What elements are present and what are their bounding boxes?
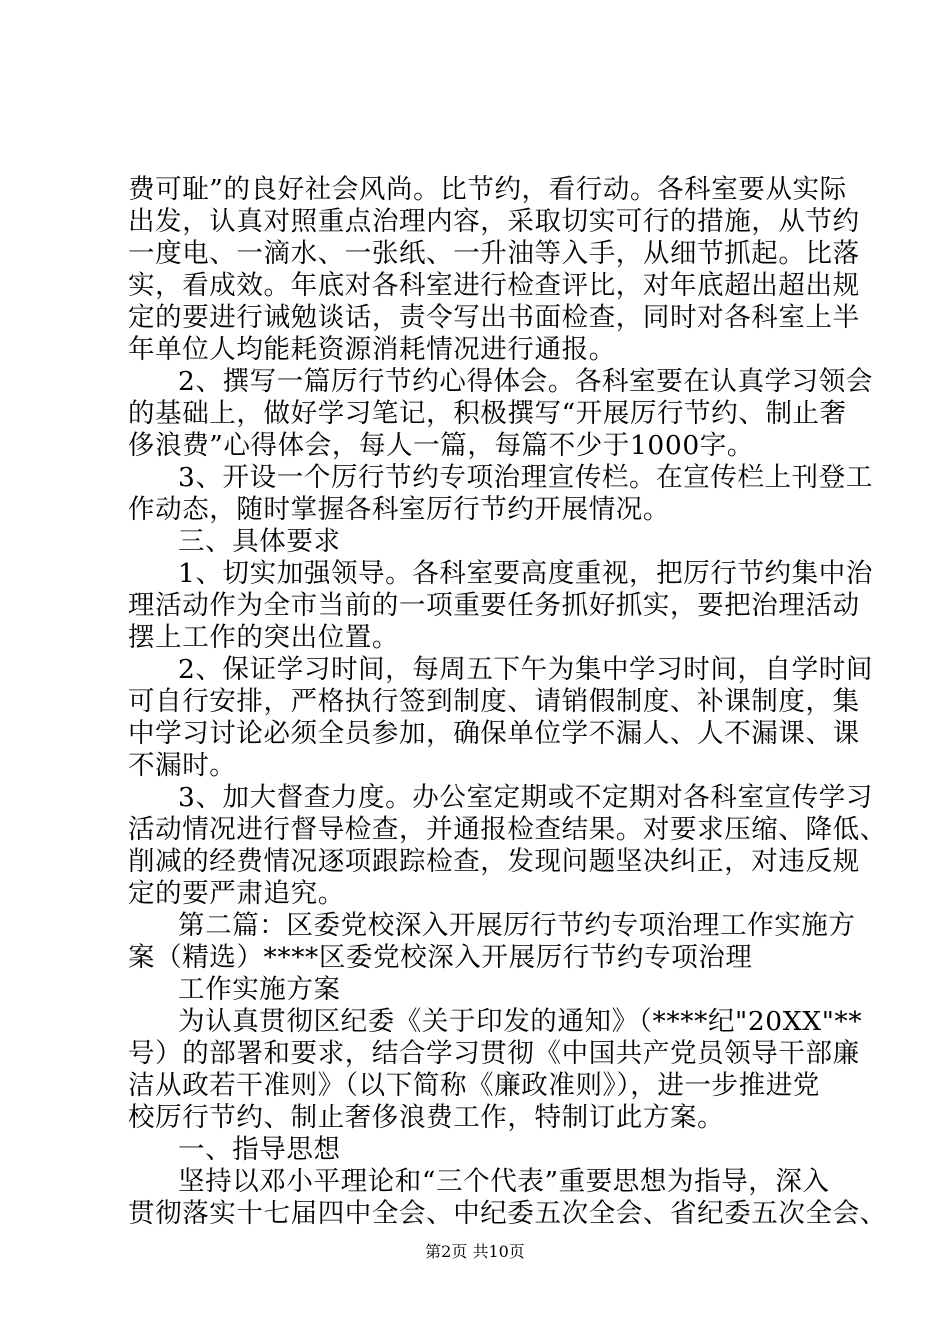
chapter-title: 第二篇：区委党校深入开展厉行节约专项治理工作实施方 bbox=[178, 910, 856, 941]
text-line: 费可耻”的良好社会风尚。比节约，看行动。各科室要从实际 bbox=[128, 174, 847, 205]
text-line: 出发，认真对照重点治理内容，采取切实可行的措施，从节约 bbox=[128, 206, 860, 237]
text-line: 2、撰写一篇厉行节约心得体会。各科室要在认真学习领会 bbox=[178, 366, 873, 397]
text-line: 洁从政若干准则》（以下简称《廉政准则》），进一步推进党 bbox=[128, 1070, 820, 1101]
text-line: 为认真贯彻区纪委《关于印发的通知》（****纪"20XX"** bbox=[178, 1006, 863, 1037]
text-line: 可自行安排，严格执行签到制度、请销假制度、补课制度，集 bbox=[128, 686, 860, 717]
section-heading: 一、指导思想 bbox=[178, 1134, 341, 1165]
text-line: 侈浪费”心得体会，每人一篇，每篇不少于1000字。 bbox=[128, 430, 754, 461]
text-line: 坚持以邓小平理论和“三个代表”重要思想为指导，深入 bbox=[178, 1166, 830, 1197]
text-line: 1、切实加强领导。各科室要高度重视，把厉行节约集中治 bbox=[178, 558, 873, 589]
text-line: 号）的部署和要求，结合学习贯彻《中国共产党员领导干部廉 bbox=[128, 1038, 860, 1069]
section-heading: 三、具体要求 bbox=[178, 526, 341, 557]
text-line: 削减的经费情况逐项跟踪检查，发现问题坚决纠正，对违反规 bbox=[128, 846, 860, 877]
text-line: 实，看成效。年底对各科室进行检查评比，对年底超出超出规 bbox=[128, 270, 860, 301]
text-line: 2、保证学习时间，每周五下午为集中学习时间，自学时间 bbox=[178, 654, 873, 685]
text-line: 作动态，随时掌握各科室厉行节约开展情况。 bbox=[128, 494, 670, 525]
text-line: 不漏时。 bbox=[128, 750, 237, 781]
text-line: 的基础上，做好学习笔记，积极撰写“开展厉行节约、制止奢 bbox=[128, 398, 847, 429]
text-line: 年单位人均能耗资源消耗情况进行通报。 bbox=[128, 334, 616, 365]
text-line: 校厉行节约、制止奢侈浪费工作，特制订此方案。 bbox=[128, 1102, 725, 1133]
text-line: 活动情况进行督导检查，并通报检查结果。对要求压缩、降低、 bbox=[128, 814, 887, 845]
text-line: 贯彻落实十七届四中全会、中纪委五次全会、省纪委五次全会、 bbox=[128, 1198, 887, 1229]
text-line: 定的要进行诫勉谈话，责令写出书面检查，同时对各科室上半 bbox=[128, 302, 860, 333]
text-line: 一度电、一滴水、一张纸、一升油等入手，从细节抓起。比落 bbox=[128, 238, 860, 269]
text-line: 3、开设一个厉行节约专项治理宣传栏。在宣传栏上刊登工 bbox=[178, 462, 873, 493]
text-line: 3、加大督查力度。办公室定期或不定期对各科室宣传学习 bbox=[178, 782, 873, 813]
text-line: 定的要严肃追究。 bbox=[128, 878, 345, 909]
chapter-title: 工作实施方案 bbox=[178, 974, 341, 1005]
chapter-title: 案（精选）****区委党校深入开展厉行节约专项治理 bbox=[128, 942, 753, 973]
text-line: 摆上工作的突出位置。 bbox=[128, 622, 399, 653]
text-line: 中学习讨论必须全员参加，确保单位学不漏人、人不漏课、课 bbox=[128, 718, 860, 749]
page-number-footer: 第2页 共10页 bbox=[425, 1242, 525, 1261]
text-line: 理活动作为全市当前的一项重要任务抓好抓实，要把治理活动 bbox=[128, 590, 860, 621]
